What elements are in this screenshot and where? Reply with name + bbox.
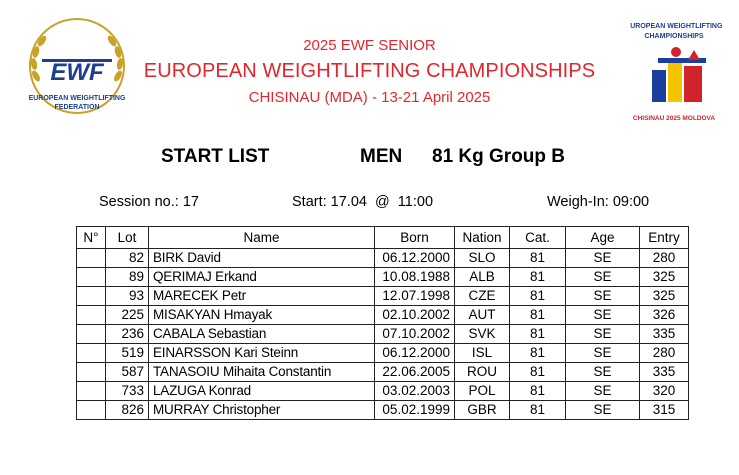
cell-number bbox=[77, 268, 106, 287]
cell-age: SE bbox=[566, 306, 640, 325]
header-title: EUROPEAN WEIGHTLIFTING CHAMPIONSHIPS bbox=[143, 60, 596, 82]
cell-born: 07.10.2002 bbox=[375, 325, 455, 344]
cell-lot: 93 bbox=[106, 287, 149, 306]
cell-lot: 236 bbox=[106, 325, 149, 344]
col-header-name: Name bbox=[149, 227, 375, 249]
start-list-table bbox=[76, 226, 689, 420]
cell-lot: 82 bbox=[106, 249, 149, 268]
header-line-1: 2025 EWF SENIOR bbox=[303, 37, 436, 54]
cell-number bbox=[77, 382, 106, 401]
cell-age: SE bbox=[566, 363, 640, 382]
cell-category: 81 bbox=[510, 325, 566, 344]
title-start-list: START LIST bbox=[161, 146, 270, 167]
weigh-in-time: Weigh-In: 09:00 bbox=[547, 194, 650, 210]
cell-number bbox=[77, 306, 106, 325]
start-time: Start: 17.04 @ 11:00 bbox=[292, 194, 434, 210]
col-header-nation: Nation bbox=[455, 227, 510, 249]
cell-nation: ISL bbox=[455, 344, 510, 363]
cell-number bbox=[77, 363, 106, 382]
cell-lot: 225 bbox=[106, 306, 149, 325]
ewf-logo-line1: EUROPEAN WEIGHTLIFTING bbox=[28, 95, 126, 102]
cell-category: 81 bbox=[510, 344, 566, 363]
cell-nation: ROU bbox=[455, 363, 510, 382]
col-header-entry: Entry bbox=[640, 227, 689, 249]
cell-age: SE bbox=[566, 344, 640, 363]
ewf-logo-line2: FEDERATION bbox=[54, 104, 100, 111]
cell-lot: 826 bbox=[106, 401, 149, 420]
champ-logo-line1: EUROPEAN WEIGHTLIFTING bbox=[630, 23, 723, 30]
cell-nation: ALB bbox=[455, 268, 510, 287]
cell-lot: 89 bbox=[106, 268, 149, 287]
table-row bbox=[77, 249, 689, 268]
cell-category: 81 bbox=[510, 268, 566, 287]
header-location: CHISINAU (MDA) - 13-21 April 2025 bbox=[248, 89, 491, 106]
cell-name: CABALA Sebastian bbox=[149, 325, 375, 344]
cell-age: SE bbox=[566, 249, 640, 268]
cell-name: QERIMAJ Erkand bbox=[149, 268, 375, 287]
cell-name: MARECEK Petr bbox=[149, 287, 375, 306]
cell-born: 06.12.2000 bbox=[375, 249, 455, 268]
cell-age: SE bbox=[566, 287, 640, 306]
cell-number bbox=[77, 325, 106, 344]
cell-entry: 325 bbox=[640, 268, 689, 287]
col-header-born: Born bbox=[375, 227, 455, 249]
cell-lot: 519 bbox=[106, 344, 149, 363]
cell-category: 81 bbox=[510, 363, 566, 382]
table-row bbox=[77, 287, 689, 306]
cell-entry: 280 bbox=[640, 249, 689, 268]
cell-entry: 335 bbox=[640, 363, 689, 382]
cell-entry: 320 bbox=[640, 382, 689, 401]
cell-born: 06.12.2000 bbox=[375, 344, 455, 363]
cell-entry: 315 bbox=[640, 401, 689, 420]
cell-number bbox=[77, 401, 106, 420]
cell-age: SE bbox=[566, 401, 640, 420]
cell-category: 81 bbox=[510, 401, 566, 420]
table-header-row bbox=[77, 227, 689, 249]
cell-nation: SVK bbox=[455, 325, 510, 344]
cell-name: MURRAY Christopher bbox=[149, 401, 375, 420]
cell-nation: SLO bbox=[455, 249, 510, 268]
cell-lot: 733 bbox=[106, 382, 149, 401]
cell-category: 81 bbox=[510, 287, 566, 306]
title-category: 81 Kg Group B bbox=[432, 146, 566, 167]
cell-entry: 326 bbox=[640, 306, 689, 325]
cell-age: SE bbox=[566, 268, 640, 287]
col-header-age: Age bbox=[566, 227, 640, 249]
champ-logo-bottom: CHISINAU 2025 MOLDOVA bbox=[632, 115, 716, 122]
cell-nation: CZE bbox=[455, 287, 510, 306]
cell-nation: POL bbox=[455, 382, 510, 401]
cell-number bbox=[77, 249, 106, 268]
table-row bbox=[77, 306, 689, 325]
cell-name: LAZUGA Konrad bbox=[149, 382, 375, 401]
table-row bbox=[77, 325, 689, 344]
cell-age: SE bbox=[566, 325, 640, 344]
cell-nation: GBR bbox=[455, 401, 510, 420]
cell-nation: AUT bbox=[455, 306, 510, 325]
cell-lot: 587 bbox=[106, 363, 149, 382]
cell-number bbox=[77, 344, 106, 363]
cell-entry: 335 bbox=[640, 325, 689, 344]
session-number: Session no.: 17 bbox=[99, 194, 199, 210]
champ-logo-line2: CHAMPIONSHIPS bbox=[644, 33, 704, 40]
cell-name: EINARSSON Kari Steinn bbox=[149, 344, 375, 363]
cell-number bbox=[77, 287, 106, 306]
col-header-number: N° bbox=[77, 227, 106, 249]
title-gender: MEN bbox=[360, 146, 403, 167]
table-body bbox=[77, 249, 689, 420]
cell-born: 02.10.2002 bbox=[375, 306, 455, 325]
cell-born: 05.02.1999 bbox=[375, 401, 455, 420]
cell-name: BIRK David bbox=[149, 249, 375, 268]
cell-entry: 325 bbox=[640, 287, 689, 306]
cell-category: 81 bbox=[510, 382, 566, 401]
cell-entry: 280 bbox=[640, 344, 689, 363]
table-row bbox=[77, 401, 689, 420]
table-row bbox=[77, 268, 689, 287]
table-row bbox=[77, 363, 689, 382]
cell-born: 12.07.1998 bbox=[375, 287, 455, 306]
table-row bbox=[77, 344, 689, 363]
col-header-lot: Lot bbox=[106, 227, 149, 249]
cell-name: TANASOIU Mihaita Constantin bbox=[149, 363, 375, 382]
cell-born: 03.02.2003 bbox=[375, 382, 455, 401]
cell-category: 81 bbox=[510, 306, 566, 325]
cell-age: SE bbox=[566, 382, 640, 401]
cell-born: 10.08.1988 bbox=[375, 268, 455, 287]
cell-category: 81 bbox=[510, 249, 566, 268]
cell-name: MISAKYAN Hmayak bbox=[149, 306, 375, 325]
cell-born: 22.06.2005 bbox=[375, 363, 455, 382]
ewf-logo-text: EWF bbox=[50, 59, 104, 86]
table-row bbox=[77, 382, 689, 401]
col-header-category: Cat. bbox=[510, 227, 566, 249]
